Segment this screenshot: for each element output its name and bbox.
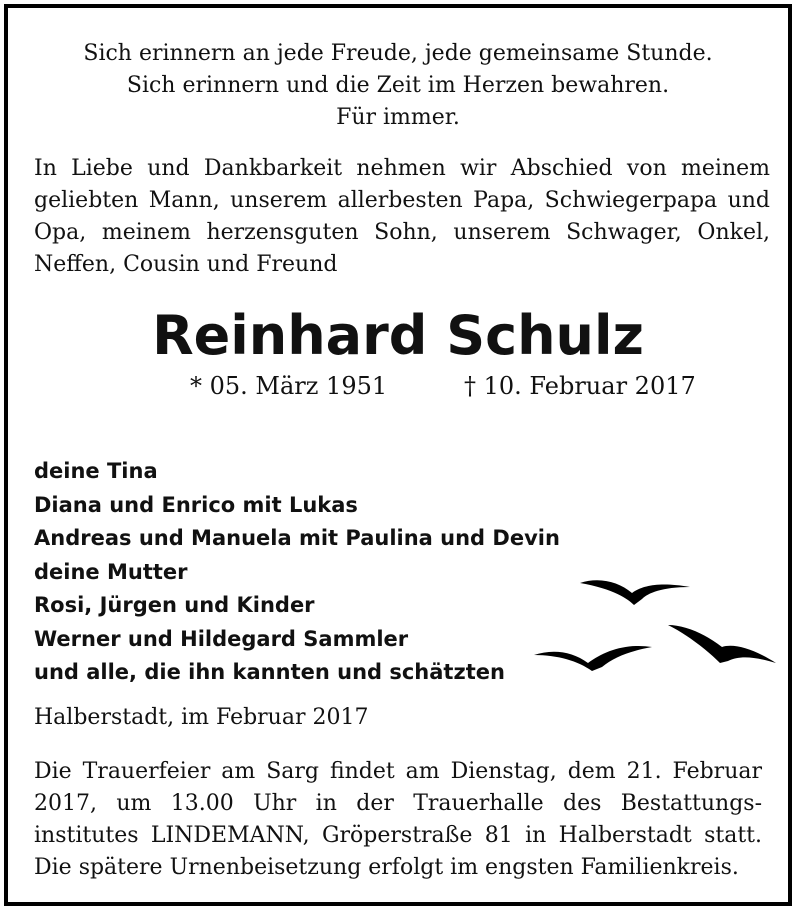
funeral-service-info bbox=[34, 756, 762, 884]
birth-date: * 05. März 1951 bbox=[190, 372, 388, 400]
mourner-line: Werner und Hildegard Sammler bbox=[34, 626, 409, 651]
service-line: Die spätere Urnenbeisetzung erfolgt im engsten Familienkreis. bbox=[34, 855, 739, 880]
farewell-line: In Liebe und Dankbarkeit nehmen wir Abschied von meinem bbox=[34, 156, 770, 181]
mourners-list bbox=[34, 455, 560, 690]
service-line: institutes LINDEMANN, Gröperstraße 81 in Halberstadt statt. bbox=[34, 823, 762, 848]
mourner-line: Diana und Enrico mit Lukas bbox=[34, 492, 358, 517]
service-line: Die Trauerfeier am Sarg findet am Dienstag, dem 21. Februar bbox=[34, 759, 762, 784]
mourner-line: Rosi, Jürgen und Kinder bbox=[34, 593, 315, 617]
farewell-line: Opa, meinem herzensguten Sohn, unserem Schwager, Onkel, bbox=[34, 220, 770, 245]
farewell-line: Neffen, Cousin und Freund bbox=[34, 252, 338, 277]
poem-line: Sich erinnern an jede Freude, jede gemeinsame Stunde. bbox=[83, 41, 713, 66]
mourner-line: deine Tina bbox=[34, 459, 158, 483]
mourner-line: deine Mutter bbox=[34, 559, 188, 584]
place-and-date: Halberstadt, im Februar 2017 bbox=[34, 705, 369, 730]
poem-line: Sich erinnern und die Zeit im Herzen bewahren. bbox=[126, 73, 670, 98]
memorial-poem bbox=[8, 38, 788, 134]
farewell-text bbox=[34, 153, 770, 281]
mourner-line: und alle, die ihn kannten und schätzten bbox=[34, 660, 505, 684]
mourner-line: Andreas und Manuela mit Paulina und Devin bbox=[34, 526, 560, 550]
farewell-line: geliebten Mann, unserem allerbesten Papa, Schwiegerpapa und bbox=[34, 188, 770, 213]
poem-line: Für immer. bbox=[336, 105, 460, 130]
deceased-name: Reinhard Schulz bbox=[152, 304, 644, 367]
death-date: † 10. Februar 2017 bbox=[464, 372, 696, 400]
obituary-notice bbox=[4, 4, 792, 906]
birds-silhouette-icon bbox=[528, 563, 778, 673]
service-line: 2017, um 13.00 Uhr in der Trauerhalle des Bestattungs- bbox=[34, 791, 762, 816]
